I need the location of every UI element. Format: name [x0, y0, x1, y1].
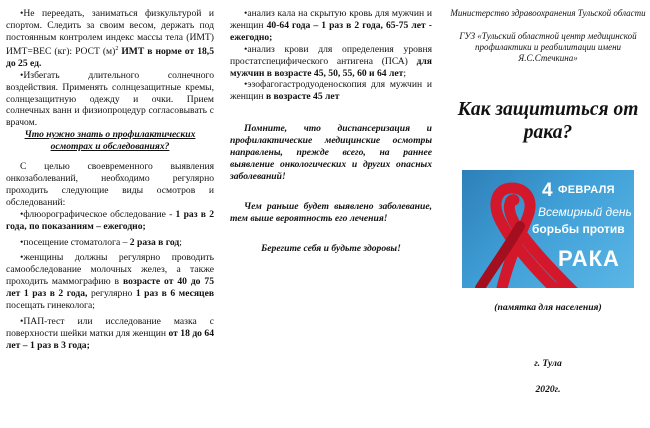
reminder-text: Помните, что диспансеризация и профилактические медицинские осмотры направлены, прежде всего, на раннее выявление онкологических и других опасных заболеваний!	[230, 123, 432, 182]
banner-month: ФЕВРАЛЯ	[558, 184, 615, 196]
column-right-cover	[448, 0, 650, 428]
memo-caption: (памятка для населения)	[494, 302, 602, 313]
year-label: 2020г.	[535, 383, 561, 395]
banner-line-fight-against: борьбы против	[532, 222, 625, 236]
list-item-endoscopy: •эзофагогастродуоденоскопия для мужчин и женщин в возрасте 45 лет	[230, 79, 432, 103]
banner-day: 4	[542, 180, 553, 201]
banner-cancer-word: РАКА	[558, 246, 620, 271]
banner-line-world-day: Всемирный день	[538, 205, 632, 219]
list-item-mammography: •женщины должны регулярно проводить самообследование молочных желез, а также проходить маммографию в возрасте от 40 до 75 лет 1 раз в 2 года, регулярно 1 раз в 6 месяцев посещать гинеколога;	[6, 252, 215, 312]
paragraph-sun: •Избегать длительного солнечного воздействия. Применять солнцезащитные кремы, солнцезащитную одежду и очки. Прием солнечных ванн и физиопроцедур согласовывать с врачом.	[6, 69, 214, 129]
column-middle	[226, 0, 436, 428]
take-care-text: Берегите себя и будьте здоровы!	[261, 242, 401, 254]
list-item-stool-test: •анализ кала на скрытую кровь для мужчин и женщин 40-64 года – 1 раз в 2 года, 65-75 лет - ежегодно;	[230, 8, 432, 43]
list-item-psa-test: •анализ крови для определения уровня простатспецифического антигена (ПСА) для мужчин в возрасте 45, 50, 55, 60 и 64 лет;	[230, 43, 432, 79]
brochure-title: Как защититься от рака?	[457, 99, 639, 143]
list-item-fluorography: •флюорографическое обследование - 1 раз в 2 года, по показаниям – ежегодно;	[6, 208, 214, 232]
section-heading: Что нужно знать о профилактических осмотрах и обследованиях?	[24, 129, 196, 153]
center-name: ГУЗ «Тульский областной центр медицинской профилактики и реабилитации имени Я.С.Стечкина»	[459, 31, 637, 63]
city-label: г. Тула	[534, 357, 562, 369]
ministry-name: Министерство здравоохранения Тульской области	[450, 8, 646, 18]
paragraph-intro: С целью своевременного выявления онкозаболеваний, необходимо регулярно проходить следующие виды осмотров и обследований:	[6, 161, 214, 208]
column-left	[0, 0, 218, 428]
list-item-pap-test: •ПАП-тест или исследование мазка с поверхности шейки матки для женщин от 18 до 64 лет – 1 раз в 3 года;	[6, 315, 215, 351]
world-cancer-day-banner	[462, 170, 634, 288]
list-item-dentist: •посещение стоматолога – 2 раза в год;	[20, 236, 182, 248]
early-detection-text: Чем раньше будет выявлено заболевание, тем выше вероятность его лечения!	[230, 200, 432, 224]
paragraph-weight: •Не переедать, заниматься физкультурой и спортом. Следить за своим весом, держать под постоянным контролем индекс массы тела (ИМТ) ИМТ=ВЕС (кг): РОСТ $(м)^2$ ИМТ в норме от 18,5 до 25 ед.	[6, 8, 215, 69]
